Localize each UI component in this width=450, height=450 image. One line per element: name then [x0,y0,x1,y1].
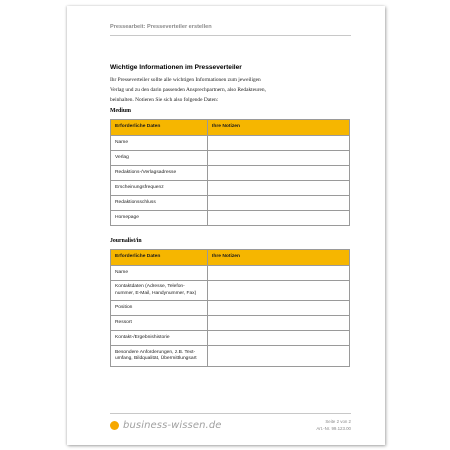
table-row [111,346,350,367]
article-number: Art.-Nr. 99.123.00 [316,426,351,431]
row-label: Redaktionsschluss [111,196,208,211]
intro-line: Ihr Presseverteiler sollte alle wichtigen Informationen zum jeweiligen [110,77,261,83]
notes-cell[interactable] [208,211,350,226]
business-wissen-logo [110,420,222,431]
row-label-line: Besondere Anforderungen, z.B. Text- [115,349,196,355]
intro-line: Verlag und zu den darin passenden Ansprechpartnern, also Redakteuren, [110,86,266,93]
row-label [111,281,208,301]
header-divider [110,35,351,36]
table-row [111,281,350,301]
row-label: Erscheinungsfrequenz [111,181,208,196]
notes-cell[interactable] [208,266,350,281]
medium-title: Medium [110,108,131,114]
table-row [111,266,350,281]
notes-cell[interactable] [208,166,350,181]
row-label: Redaktions-/Verlagsadresse [111,166,208,181]
notes-cell[interactable] [208,331,350,346]
row-label-line: Kontaktdaten (Adresse, Telefon- [115,284,185,290]
intro-paragraph [110,76,360,105]
journalist-table [110,249,350,367]
row-label-line: Name [115,269,129,275]
row-label-line: Kontakt-/Ergebnishistorie [115,334,170,340]
column-header-notes: Ihre Notizen [208,250,350,266]
row-label: Verlag [111,151,208,166]
notes-cell[interactable] [208,281,350,301]
logo-text: business-wissen.de [123,420,222,431]
table-row [111,331,350,346]
row-label-line: umfang, Bildqualität, Übermittlungsart [115,356,197,361]
logo-dot-icon [110,421,119,430]
row-label-line: nummer, E-Mail, Handynummer, Fax) [115,290,197,296]
notes-cell[interactable] [208,346,350,367]
column-header-notes: Ihre Notizen [208,120,350,136]
table-row [111,181,350,196]
table-row [111,211,350,226]
row-label [111,301,208,316]
table-header-row [111,250,350,266]
row-label: Homepage [111,211,208,226]
column-header-required: Erforderliche Daten [111,250,208,266]
table-row [111,166,350,181]
medium-table [110,119,350,226]
row-label [111,331,208,346]
intro-line: beinhalten. Notieren Sie sich also folgende Daten: [110,96,219,103]
notes-cell[interactable] [208,316,350,331]
row-label-line: Position [115,304,133,310]
page-header: Pressearbeit: Presseverteiler erstellen [110,24,212,30]
notes-cell[interactable] [208,196,350,211]
row-label: Name [111,136,208,151]
row-label [111,316,208,331]
row-label-line: Ressort [115,319,132,325]
document-page [67,6,385,445]
notes-cell[interactable] [208,301,350,316]
footer-info [316,418,351,432]
table-row [111,316,350,331]
notes-cell[interactable] [208,136,350,151]
table-row [111,151,350,166]
table-row [111,136,350,151]
footer-divider [110,413,351,414]
section-heading: Wichtige Informationen im Presseverteiler [110,64,242,71]
page-number: Seite 2 von 2 [325,419,351,424]
journalist-title: Journalist/in [110,238,142,244]
column-header-required: Erforderliche Daten [111,120,208,136]
table-row [111,301,350,316]
row-label [111,266,208,281]
row-label [111,346,208,367]
notes-cell[interactable] [208,181,350,196]
table-row [111,196,350,211]
table-header-row [111,120,350,136]
notes-cell[interactable] [208,151,350,166]
